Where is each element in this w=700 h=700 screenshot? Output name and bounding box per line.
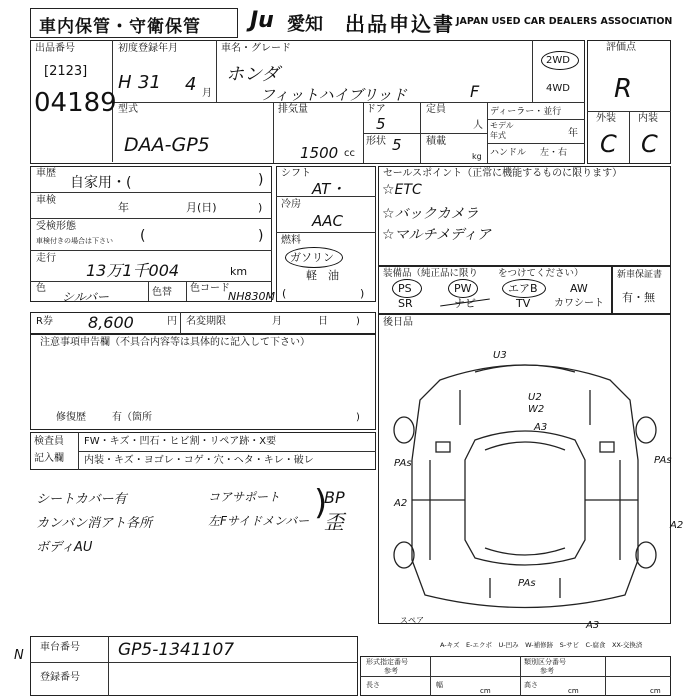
spec-row-1-label: 形式指定番号 bbox=[366, 658, 408, 666]
repair-value: 有（箇所 bbox=[112, 412, 152, 423]
mark-pas-left: PAs bbox=[394, 458, 412, 469]
chassis-label: 車台番号 bbox=[40, 642, 80, 653]
history-value: 自家用・( bbox=[70, 175, 132, 191]
model-code-value: DAA-GP5 bbox=[124, 134, 210, 156]
fuel-diesel: 軽 油 bbox=[306, 269, 339, 282]
wheel-front-right bbox=[636, 417, 656, 443]
handnote-sign-removal: カンバン消アト各所 bbox=[36, 516, 153, 531]
wheel-front-left bbox=[394, 417, 414, 443]
registration-label: 初度登録年月 bbox=[118, 43, 178, 54]
color-code-label: 色コード bbox=[190, 283, 230, 294]
model-year-unit: 年 bbox=[568, 128, 578, 139]
repair-label: 修復歴 bbox=[56, 412, 86, 423]
repair-close: ) bbox=[356, 412, 360, 423]
car-maker: ホンダ bbox=[226, 64, 280, 85]
equipment-label: 装備品（純正品に限り bbox=[383, 268, 479, 279]
handnote-seat-cover: シートカバー有 bbox=[36, 492, 127, 507]
inspection-year: 年 bbox=[118, 201, 129, 214]
auto-tax-day: 日 bbox=[318, 316, 328, 327]
registration-month: 4 bbox=[185, 74, 197, 95]
reception-label: 受検形態 bbox=[36, 221, 76, 232]
lot-label: 出品番号 bbox=[35, 43, 75, 54]
fuel-close: ) bbox=[360, 287, 365, 300]
logo-region: 愛知 bbox=[287, 14, 323, 35]
rear-window bbox=[485, 548, 565, 555]
drive-2wd: 2WD bbox=[546, 55, 570, 66]
registration-era: H bbox=[118, 72, 132, 93]
mark-a3-top: A3 bbox=[534, 422, 548, 433]
car-name-label: 車名・グレード bbox=[221, 43, 291, 54]
wheel-rear-left bbox=[394, 542, 414, 568]
handnote-bp: BP bbox=[324, 488, 345, 507]
aircon-label: 冷房 bbox=[281, 199, 301, 210]
handnote-brace: ) bbox=[314, 483, 328, 523]
storage-title: 車内保管・守衛保管 bbox=[39, 17, 201, 37]
inspector-label-1: 検査員 bbox=[34, 436, 64, 447]
equip-navi: ナビ bbox=[454, 297, 476, 310]
mileage-label: 走行 bbox=[36, 253, 56, 264]
mark-pas-rear: PAs bbox=[518, 578, 536, 589]
shape-label: 形状 bbox=[366, 136, 386, 147]
spec-row-2-sub: 参考 bbox=[540, 667, 554, 675]
sales-point-3: ☆マルチメディア bbox=[382, 227, 491, 243]
spec-height: 高さ bbox=[524, 681, 538, 689]
sales-point-2: ☆バックカメラ bbox=[382, 206, 479, 222]
exterior-label: 外装 bbox=[596, 113, 616, 124]
spec-row-1-sub: 参考 bbox=[384, 667, 398, 675]
lot-number: 04189 bbox=[34, 88, 117, 118]
mileage-value: 13万1千004 bbox=[86, 261, 180, 280]
chassis-value: GP5-1341107 bbox=[118, 640, 235, 660]
inspection-month: 月(日) bbox=[186, 201, 217, 214]
capacity-label: 定員 bbox=[426, 104, 446, 115]
handle-options: 左・右 bbox=[540, 148, 568, 158]
interior-value: C bbox=[641, 130, 658, 158]
registration-year: 31 bbox=[138, 72, 161, 93]
mark-a2-right: A2 bbox=[670, 520, 684, 531]
displacement-unit: cc bbox=[344, 148, 355, 159]
reg-number-label: 登録番号 bbox=[40, 672, 80, 683]
reception-close: ) bbox=[258, 228, 264, 244]
sales-points-label: セールスポイント（正常に機能するものに限ります） bbox=[383, 168, 623, 179]
load-unit: kg bbox=[472, 152, 482, 161]
fuel-label: 燃料 bbox=[281, 235, 301, 246]
wheel-rear-right bbox=[636, 542, 656, 568]
hood-line bbox=[475, 365, 575, 372]
inspector-row-2: 内装・キズ・ヨゴレ・コゲ・穴・ヘタ・キレ・破レ bbox=[84, 455, 314, 466]
model-year-label: モデル 年式 bbox=[490, 121, 514, 140]
spec-length-unit: cm bbox=[480, 687, 491, 695]
color-change-label: 色替 bbox=[152, 287, 172, 298]
car-model: フィットハイブリッド bbox=[260, 86, 407, 104]
exterior-value: C bbox=[600, 130, 617, 158]
lot-sub-number: [2123] bbox=[44, 64, 88, 79]
score-value: R bbox=[614, 74, 633, 104]
doors-value: 5 bbox=[376, 115, 386, 133]
body-outline bbox=[412, 365, 638, 608]
auto-tax-close: ) bbox=[356, 316, 360, 327]
equip-airbag-circle bbox=[502, 279, 546, 298]
shift-value: AT・ bbox=[312, 180, 346, 198]
handnote-core-support: コアサポート bbox=[208, 490, 281, 504]
sales-point-1: ☆ETC bbox=[382, 182, 422, 198]
inspector-label-2: 記入欄 bbox=[34, 453, 64, 464]
recycle-label: R券 bbox=[36, 316, 53, 327]
fuel-gas: ガソリン bbox=[290, 251, 334, 264]
score-label: 評価点 bbox=[606, 42, 636, 53]
registration-month-unit: 月 bbox=[202, 88, 212, 99]
recycle-value: 8,600 bbox=[88, 313, 134, 332]
spec-height-unit: cm bbox=[650, 687, 661, 695]
equip-tv: TV bbox=[516, 297, 531, 310]
equip-power-seat: カワシート bbox=[554, 298, 604, 309]
mileage-unit: km bbox=[230, 265, 248, 278]
mark-pas-right: PAs bbox=[654, 455, 672, 466]
mark-u3: U3 bbox=[493, 350, 507, 361]
rear-date-label: 後日品 bbox=[383, 317, 413, 328]
handnote-distortion: 歪 bbox=[324, 510, 344, 534]
damage-legend: A-キズ E-エクボ U-凹み W-補修跡 S-サビ C-腐食 XX-交換済 bbox=[440, 641, 643, 649]
model-code-label: 型式 bbox=[118, 104, 138, 115]
load-label: 積載 bbox=[426, 136, 446, 147]
windshield bbox=[485, 442, 565, 450]
history-label: 車歴 bbox=[36, 168, 56, 179]
equip-airbag: エアB bbox=[508, 282, 538, 295]
color-code-value: NH830M bbox=[228, 290, 275, 303]
mark-a2-left: A2 bbox=[394, 498, 408, 509]
inspector-row-1: FW・キズ・凹石・ヒビ割・リペア跡・X要 bbox=[84, 436, 277, 447]
cabin-outline bbox=[465, 431, 585, 565]
association-name: JAPAN USED CAR DEALERS ASSOCIATION bbox=[456, 16, 673, 27]
mark-w2: W2 bbox=[528, 404, 545, 415]
reception-note: 車検付きの場合は下さい bbox=[36, 237, 113, 245]
form-title: 出品申込書 bbox=[345, 12, 455, 36]
equip-aw: AW bbox=[570, 282, 588, 295]
spec-length: 長さ bbox=[366, 681, 380, 689]
equip-ps: PS bbox=[398, 282, 412, 295]
handnote-body-au: ボディAU bbox=[36, 540, 93, 555]
storage-title-box bbox=[30, 8, 238, 38]
equip-sr: SR bbox=[398, 297, 413, 310]
displacement-value: 1500 bbox=[300, 144, 339, 162]
equip-ps-circle bbox=[392, 279, 422, 298]
notes-label: 注意事項申告欄（不具合内容等は具体的に記入して下さい） bbox=[40, 337, 310, 348]
fuel-gas-circle bbox=[285, 247, 343, 268]
chassis-side-mark: N bbox=[14, 648, 24, 663]
spare-label: スペア bbox=[400, 616, 424, 625]
history-close: ) bbox=[258, 172, 264, 188]
drive-2wd-circle bbox=[541, 51, 579, 70]
inspection-label: 車検 bbox=[36, 195, 56, 206]
warranty-value: 有・無 bbox=[622, 291, 655, 304]
color-label: 色 bbox=[36, 283, 46, 294]
recycle-unit: 円 bbox=[167, 316, 177, 327]
shape-value: 5 bbox=[392, 136, 402, 154]
drive-4wd: 4WD bbox=[546, 83, 570, 94]
doors-label: ドア bbox=[366, 104, 386, 115]
spec-width: 幅 bbox=[436, 681, 443, 689]
auto-tax-month: 月 bbox=[272, 316, 282, 327]
mark-a3-rear: A3 bbox=[586, 620, 600, 631]
equip-pw: PW bbox=[454, 282, 472, 295]
capacity-unit: 人 bbox=[473, 120, 483, 131]
fuel-open: ( bbox=[282, 287, 287, 300]
car-grade: F bbox=[470, 82, 480, 101]
handle-label: ハンドル bbox=[490, 148, 527, 158]
aircon-value: AAC bbox=[312, 212, 343, 230]
spec-row-2-label: 類別区分番号 bbox=[524, 658, 566, 666]
dealer-import-label: ディーラー・並行 bbox=[490, 107, 562, 117]
displacement-label: 排気量 bbox=[278, 104, 308, 115]
equip-pw-circle bbox=[448, 279, 478, 298]
mark-u2: U2 bbox=[528, 392, 542, 403]
logo-mark: Ju bbox=[250, 8, 274, 33]
interior-label: 内装 bbox=[638, 113, 658, 124]
shift-label: シフト bbox=[281, 168, 311, 179]
auto-tax-label: 名変期限 bbox=[186, 316, 226, 327]
equipment-note: をつけてください） bbox=[498, 268, 584, 279]
inspection-close: ) bbox=[258, 201, 263, 214]
reception-open: ( bbox=[140, 228, 146, 244]
color-value: シルバー bbox=[62, 290, 109, 304]
handnote-side-member: 左Fサイドメンバー bbox=[208, 514, 310, 528]
spec-width-unit: cm bbox=[568, 687, 579, 695]
warranty-label: 新車保証書 bbox=[617, 270, 663, 280]
